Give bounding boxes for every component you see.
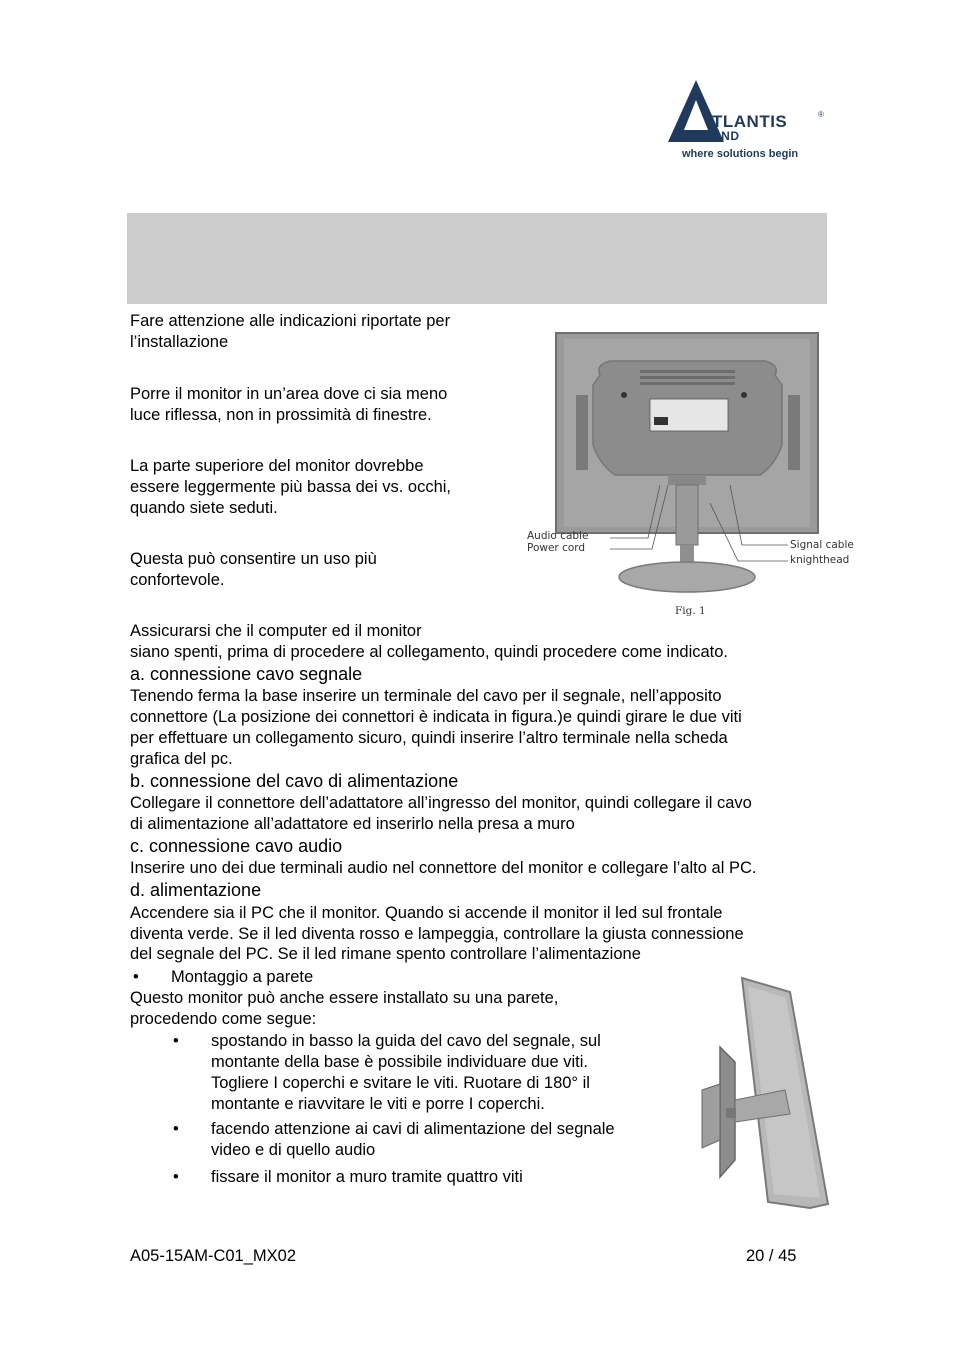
wall-mount-line: procedendo come segue: [130, 1010, 317, 1028]
figure-label-audio-cable: Audio cable [527, 530, 589, 542]
wall-mount-line: Questo monitor può anche essere installato su una parete, [130, 989, 559, 1007]
wall-mount-title: Montaggio a parete [171, 968, 314, 986]
section-b-line: Collegare il connettore dell’adattatore all’ingresso del monitor, quindi collegare il cavo [130, 794, 752, 812]
intro-line: confortevole. [130, 571, 225, 589]
step-line: spostando in basso la guida del cavo del segnale, sul [211, 1032, 601, 1050]
section-d-line: diventa verde. Se il led diventa rosso e lampeggia, controllare la giusta connessione [130, 925, 744, 943]
section-d-line: del segnale del PC. Se il led rimane spento controllare l’alimentazione [130, 945, 641, 963]
section-d-line: Accendere sia il PC che il monitor. Quando si accende il monitor il led sul frontale [130, 904, 723, 922]
step-line: montante della base è possibile individuare due viti. [211, 1053, 588, 1071]
figure-label-power-cord: Power cord [527, 542, 586, 554]
step-line: Togliere I coperchi e svitare le viti. Ruotare di 180° il [211, 1074, 590, 1092]
step-line: montante e riavvitare le viti e porre I coperchi. [211, 1095, 545, 1113]
bullet-icon: • [173, 1168, 179, 1186]
intro-line: l’installazione [130, 333, 229, 351]
intro-line: quando siete seduti. [130, 499, 278, 517]
intro-line: La parte superiore del monitor dovrebbe [130, 457, 424, 475]
atlantis-land-logo [666, 78, 831, 166]
intro-line: Porre il monitor in un’area dove ci sia meno [130, 385, 448, 403]
logo-brand-bottom: AND [712, 129, 740, 143]
figure-monitor-rear [520, 325, 865, 625]
bullet-icon: • [173, 1032, 179, 1050]
intro-line: luce riflessa, non in prossimità di finestre. [130, 406, 432, 424]
monitor-rear-illustration [520, 325, 865, 625]
figure-caption: Fig. 1 [675, 605, 706, 617]
section-banner [127, 213, 827, 304]
step-line: video e di quello audio [211, 1141, 376, 1159]
section-b-line: di alimentazione all’adattatore ed inserirlo nella presa a muro [130, 815, 575, 833]
intro-line: siano spenti, prima di procedere al collegamento, quindi procedere come indicato. [130, 643, 729, 661]
logo-brand-top: TLANTIS [712, 112, 788, 131]
intro-line: Fare attenzione alle indicazioni riportate per [130, 312, 451, 330]
section-a-line: grafica del pc. [130, 750, 233, 768]
section-d-title: d. alimentazione [130, 880, 262, 900]
footer-doc-code: A05-15AM-C01_MX02 [130, 1247, 296, 1265]
section-a-line: Tenendo ferma la base inserire un terminale del cavo per il segnale, nell’apposito [130, 687, 722, 705]
section-a-line: connettore (La posizione dei connettori è indicata in figura.)e quindi girare le due viti [130, 708, 742, 726]
step-line: facendo attenzione ai cavi di alimentazione del segnale [211, 1120, 615, 1138]
figure-label-signal-cable: Signal cable [790, 539, 854, 551]
logo-registered-mark: ® [818, 110, 824, 119]
footer-page-number: 20 / 45 [746, 1247, 797, 1265]
logo-tagline: where solutions begin [682, 148, 799, 160]
step-line: fissare il monitor a muro tramite quattro viti [211, 1168, 523, 1186]
figure-wall-mount-monitor [690, 972, 835, 1214]
section-a-line: per effettuare un collegamento sicuro, quindi inserire l’altro terminale nella scheda [130, 729, 728, 747]
intro-line: essere leggermente più bassa dei vs. occhi, [130, 478, 452, 496]
section-b-title: b. connessione del cavo di alimentazione [130, 771, 459, 791]
intro-line: Questa può consentire un uso più [130, 550, 377, 568]
bullet-icon: • [173, 1120, 179, 1138]
intro-line: Assicurarsi che il computer ed il monitor [130, 622, 422, 640]
section-c-title: c. connessione cavo audio [130, 836, 343, 856]
bullet-icon: • [133, 968, 139, 986]
section-c-line: Inserire uno dei due terminali audio nel connettore del monitor e collegare l’alto al PC. [130, 859, 757, 877]
section-a-title: a. connessione cavo segnale [130, 664, 363, 684]
figure-label-knighthead: knighthead [790, 554, 850, 566]
